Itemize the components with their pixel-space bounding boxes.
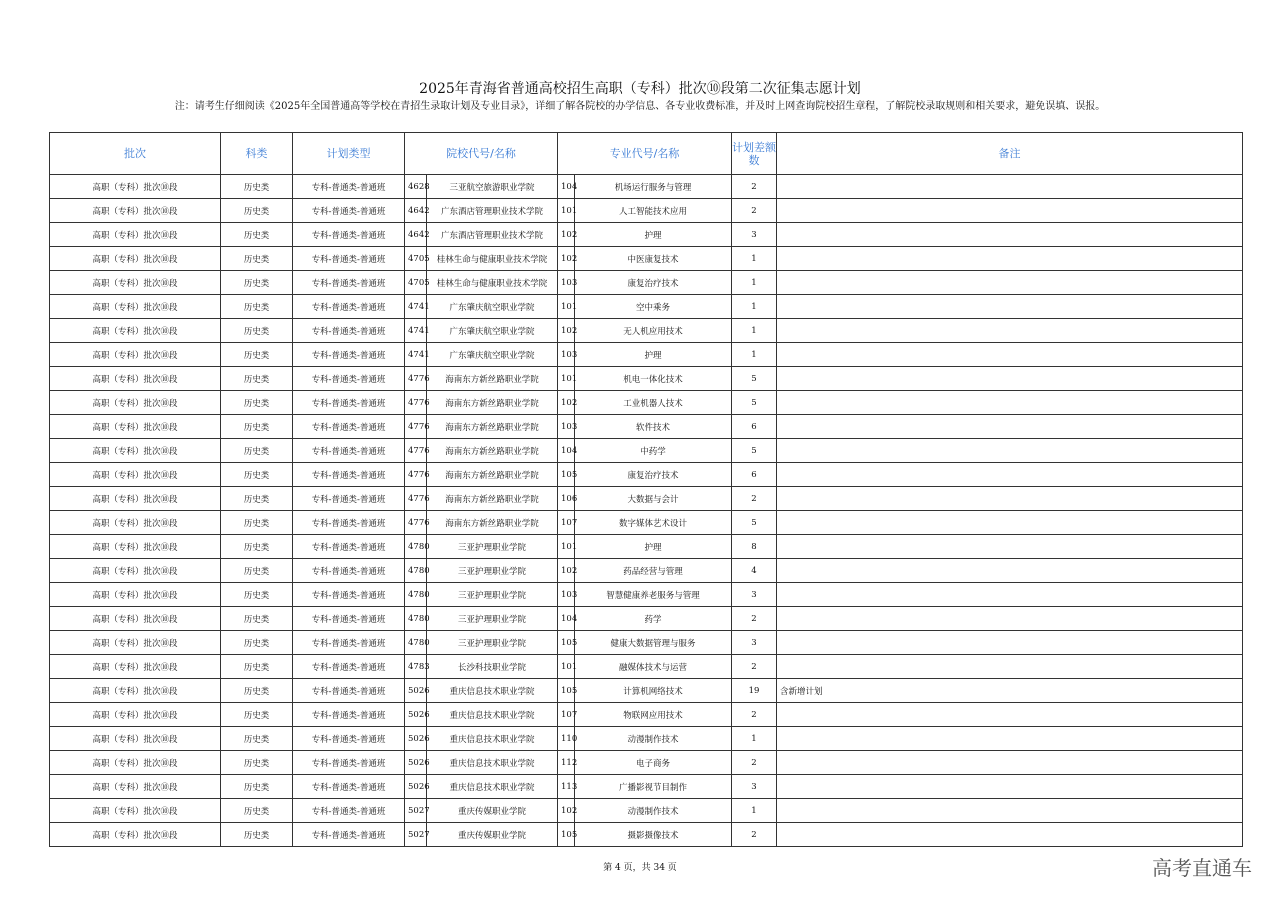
- table-row: [50, 367, 1243, 391]
- cell-major-name: 软件技术: [575, 415, 732, 439]
- cell-plan-type: 专科-普通类-普通班: [293, 391, 405, 415]
- cell-quota: 6: [732, 415, 777, 439]
- cell-remark: [777, 751, 1243, 775]
- cell-major-code: 102: [558, 559, 575, 583]
- cell-batch: 高职（专科）批次⑩段: [50, 247, 221, 271]
- cell-major-code: 102: [558, 247, 575, 271]
- cell-quota: 6: [732, 463, 777, 487]
- cell-school-name: 海南东方新丝路职业学院: [427, 439, 558, 463]
- cell-major-code: 105: [558, 823, 575, 847]
- table-row: [50, 319, 1243, 343]
- cell-plan-type: 专科-普通类-普通班: [293, 175, 405, 199]
- cell-plan-type: 专科-普通类-普通班: [293, 559, 405, 583]
- cell-school-code: 4741: [405, 343, 427, 367]
- cell-major-code: 113: [558, 775, 575, 799]
- cell-school-name: 三亚护理职业学院: [427, 583, 558, 607]
- cell-school-code: 4776: [405, 511, 427, 535]
- cell-batch: 高职（专科）批次⑩段: [50, 511, 221, 535]
- cell-school-name: 海南东方新丝路职业学院: [427, 367, 558, 391]
- cell-school-code: 5026: [405, 679, 427, 703]
- cell-quota: 3: [732, 631, 777, 655]
- cell-quota: 5: [732, 511, 777, 535]
- cell-plan-type: 专科-普通类-普通班: [293, 799, 405, 823]
- cell-plan-type: 专科-普通类-普通班: [293, 271, 405, 295]
- cell-school-code: 4780: [405, 607, 427, 631]
- plan-table: [49, 132, 1243, 847]
- table-row: [50, 703, 1243, 727]
- cell-remark: [777, 607, 1243, 631]
- cell-remark: [777, 199, 1243, 223]
- cell-plan-type: 专科-普通类-普通班: [293, 415, 405, 439]
- cell-subject: 历史类: [221, 703, 293, 727]
- header-quota: 计划差额数: [732, 133, 777, 175]
- cell-major-code: 101: [558, 199, 575, 223]
- table-row: [50, 631, 1243, 655]
- cell-batch: 高职（专科）批次⑩段: [50, 607, 221, 631]
- cell-remark: [777, 367, 1243, 391]
- cell-subject: 历史类: [221, 583, 293, 607]
- cell-plan-type: 专科-普通类-普通班: [293, 343, 405, 367]
- cell-school-code: 5026: [405, 751, 427, 775]
- cell-quota: 1: [732, 343, 777, 367]
- header-school: 院校代号/名称: [405, 133, 558, 175]
- cell-major-name: 康复治疗技术: [575, 463, 732, 487]
- cell-school-name: 重庆信息技术职业学院: [427, 775, 558, 799]
- cell-quota: 2: [732, 487, 777, 511]
- cell-major-name: 药品经营与管理: [575, 559, 732, 583]
- cell-major-code: 107: [558, 511, 575, 535]
- cell-subject: 历史类: [221, 631, 293, 655]
- table-row: [50, 775, 1243, 799]
- cell-remark: [777, 559, 1243, 583]
- cell-school-name: 三亚护理职业学院: [427, 607, 558, 631]
- table-row: [50, 727, 1243, 751]
- cell-major-code: 105: [558, 631, 575, 655]
- cell-major-code: 104: [558, 175, 575, 199]
- cell-batch: 高职（专科）批次⑩段: [50, 535, 221, 559]
- cell-school-name: 重庆信息技术职业学院: [427, 727, 558, 751]
- cell-major-code: 110: [558, 727, 575, 751]
- cell-batch: 高职（专科）批次⑩段: [50, 343, 221, 367]
- cell-school-code: 4780: [405, 559, 427, 583]
- cell-remark: [777, 439, 1243, 463]
- notice-text: 注：请考生仔细阅读《2025年全国普通高等学校在青招生录取计划及专业目录》，详细了解各院校的办学信息、各专业收费标准，并及时上网查询院校招生章程，了解院校录取规则和相关要求，避免误填、误报。: [174, 101, 1106, 112]
- cell-batch: 高职（专科）批次⑩段: [50, 367, 221, 391]
- cell-remark: [777, 655, 1243, 679]
- cell-subject: 历史类: [221, 223, 293, 247]
- cell-school-code: 4705: [405, 247, 427, 271]
- cell-batch: 高职（专科）批次⑩段: [50, 679, 221, 703]
- cell-school-name: 海南东方新丝路职业学院: [427, 415, 558, 439]
- cell-school-code: 5027: [405, 799, 427, 823]
- cell-batch: 高职（专科）批次⑩段: [50, 799, 221, 823]
- table-row: [50, 487, 1243, 511]
- cell-school-name: 桂林生命与健康职业技术学院: [427, 271, 558, 295]
- table-row: [50, 271, 1243, 295]
- cell-remark: [777, 511, 1243, 535]
- cell-batch: 高职（专科）批次⑩段: [50, 751, 221, 775]
- page-footer: 第 4 页，共 34 页: [603, 863, 677, 873]
- cell-major-name: 中药学: [575, 439, 732, 463]
- cell-school-name: 三亚护理职业学院: [427, 559, 558, 583]
- cell-subject: 历史类: [221, 319, 293, 343]
- cell-school-code: 4642: [405, 199, 427, 223]
- cell-remark: [777, 415, 1243, 439]
- cell-plan-type: 专科-普通类-普通班: [293, 607, 405, 631]
- cell-batch: 高职（专科）批次⑩段: [50, 415, 221, 439]
- cell-school-name: 广东酒店管理职业技术学院: [427, 199, 558, 223]
- cell-batch: 高职（专科）批次⑩段: [50, 703, 221, 727]
- header-row: [50, 133, 1243, 175]
- cell-plan-type: 专科-普通类-普通班: [293, 775, 405, 799]
- cell-major-code: 112: [558, 751, 575, 775]
- cell-plan-type: 专科-普通类-普通班: [293, 223, 405, 247]
- cell-major-code: 106: [558, 487, 575, 511]
- cell-major-name: 物联网应用技术: [575, 703, 732, 727]
- cell-major-name: 空中乘务: [575, 295, 732, 319]
- cell-major-name: 数字媒体艺术设计: [575, 511, 732, 535]
- cell-major-name: 护理: [575, 223, 732, 247]
- cell-major-name: 健康大数据管理与服务: [575, 631, 732, 655]
- cell-subject: 历史类: [221, 415, 293, 439]
- cell-batch: 高职（专科）批次⑩段: [50, 295, 221, 319]
- cell-school-name: 三亚护理职业学院: [427, 535, 558, 559]
- cell-subject: 历史类: [221, 655, 293, 679]
- cell-subject: 历史类: [221, 367, 293, 391]
- cell-subject: 历史类: [221, 679, 293, 703]
- cell-major-name: 广播影视节目制作: [575, 775, 732, 799]
- cell-batch: 高职（专科）批次⑩段: [50, 631, 221, 655]
- cell-plan-type: 专科-普通类-普通班: [293, 319, 405, 343]
- table-row: [50, 439, 1243, 463]
- table-row: [50, 343, 1243, 367]
- cell-remark: [777, 343, 1243, 367]
- cell-plan-type: 专科-普通类-普通班: [293, 751, 405, 775]
- cell-quota: 2: [732, 703, 777, 727]
- cell-school-code: 5026: [405, 703, 427, 727]
- cell-remark: [777, 175, 1243, 199]
- cell-quota: 2: [732, 751, 777, 775]
- cell-plan-type: 专科-普通类-普通班: [293, 535, 405, 559]
- cell-remark: [777, 391, 1243, 415]
- table-body: [50, 175, 1243, 847]
- cell-quota: 2: [732, 655, 777, 679]
- cell-quota: 3: [732, 583, 777, 607]
- cell-subject: 历史类: [221, 463, 293, 487]
- cell-quota: 5: [732, 391, 777, 415]
- cell-remark: [777, 295, 1243, 319]
- table-row: [50, 511, 1243, 535]
- cell-major-name: 计算机网络技术: [575, 679, 732, 703]
- cell-school-name: 广东肇庆航空职业学院: [427, 319, 558, 343]
- cell-plan-type: 专科-普通类-普通班: [293, 367, 405, 391]
- table-row: [50, 175, 1243, 199]
- cell-batch: 高职（专科）批次⑩段: [50, 271, 221, 295]
- cell-subject: 历史类: [221, 271, 293, 295]
- cell-major-name: 工业机器人技术: [575, 391, 732, 415]
- cell-school-code: 4780: [405, 583, 427, 607]
- cell-quota: 1: [732, 295, 777, 319]
- cell-remark: [777, 583, 1243, 607]
- header-subject: 科类: [221, 133, 293, 175]
- cell-batch: 高职（专科）批次⑩段: [50, 823, 221, 847]
- cell-batch: 高职（专科）批次⑩段: [50, 583, 221, 607]
- cell-major-name: 电子商务: [575, 751, 732, 775]
- cell-major-code: 104: [558, 607, 575, 631]
- cell-school-name: 广东肇庆航空职业学院: [427, 343, 558, 367]
- table-row: [50, 679, 1243, 703]
- cell-plan-type: 专科-普通类-普通班: [293, 487, 405, 511]
- cell-remark: [777, 247, 1243, 271]
- cell-batch: 高职（专科）批次⑩段: [50, 175, 221, 199]
- cell-school-code: 4776: [405, 367, 427, 391]
- cell-school-code: 5026: [405, 775, 427, 799]
- cell-school-code: 4776: [405, 415, 427, 439]
- cell-major-code: 101: [558, 655, 575, 679]
- cell-plan-type: 专科-普通类-普通班: [293, 247, 405, 271]
- cell-major-code: 103: [558, 415, 575, 439]
- cell-school-code: 4783: [405, 655, 427, 679]
- cell-school-name: 海南东方新丝路职业学院: [427, 391, 558, 415]
- header-plan-type: 计划类型: [293, 133, 405, 175]
- table-row: [50, 535, 1243, 559]
- cell-plan-type: 专科-普通类-普通班: [293, 463, 405, 487]
- cell-subject: 历史类: [221, 391, 293, 415]
- cell-school-name: 重庆传媒职业学院: [427, 823, 558, 847]
- cell-quota: 1: [732, 799, 777, 823]
- cell-quota: 5: [732, 439, 777, 463]
- cell-quota: 5: [732, 367, 777, 391]
- cell-quota: 1: [732, 247, 777, 271]
- cell-plan-type: 专科-普通类-普通班: [293, 295, 405, 319]
- cell-major-name: 摄影摄像技术: [575, 823, 732, 847]
- cell-school-name: 海南东方新丝路职业学院: [427, 463, 558, 487]
- cell-remark: [777, 271, 1243, 295]
- cell-subject: 历史类: [221, 751, 293, 775]
- table-row: [50, 463, 1243, 487]
- cell-major-code: 103: [558, 271, 575, 295]
- table-row: [50, 655, 1243, 679]
- cell-major-code: 101: [558, 295, 575, 319]
- table-row: [50, 223, 1243, 247]
- cell-remark: [777, 487, 1243, 511]
- cell-major-code: 102: [558, 391, 575, 415]
- cell-quota: 3: [732, 775, 777, 799]
- cell-school-name: 广东肇庆航空职业学院: [427, 295, 558, 319]
- cell-batch: 高职（专科）批次⑩段: [50, 319, 221, 343]
- cell-remark: [777, 799, 1243, 823]
- table-row: [50, 607, 1243, 631]
- cell-subject: 历史类: [221, 439, 293, 463]
- cell-school-code: 4776: [405, 463, 427, 487]
- cell-remark: [777, 823, 1243, 847]
- cell-major-name: 人工智能技术应用: [575, 199, 732, 223]
- cell-school-name: 重庆信息技术职业学院: [427, 703, 558, 727]
- cell-school-name: 重庆传媒职业学院: [427, 799, 558, 823]
- cell-major-name: 中医康复技术: [575, 247, 732, 271]
- cell-major-code: 101: [558, 535, 575, 559]
- cell-subject: 历史类: [221, 199, 293, 223]
- cell-school-code: 4780: [405, 535, 427, 559]
- cell-quota: 1: [732, 271, 777, 295]
- cell-school-name: 重庆信息技术职业学院: [427, 751, 558, 775]
- cell-major-code: 101: [558, 367, 575, 391]
- cell-school-code: 4780: [405, 631, 427, 655]
- header-batch: 批次: [50, 133, 221, 175]
- cell-school-name: 桂林生命与健康职业技术学院: [427, 247, 558, 271]
- cell-subject: 历史类: [221, 775, 293, 799]
- cell-remark: [777, 631, 1243, 655]
- cell-major-code: 105: [558, 679, 575, 703]
- cell-subject: 历史类: [221, 799, 293, 823]
- cell-subject: 历史类: [221, 343, 293, 367]
- cell-plan-type: 专科-普通类-普通班: [293, 199, 405, 223]
- table-row: [50, 823, 1243, 847]
- cell-batch: 高职（专科）批次⑩段: [50, 463, 221, 487]
- cell-school-name: 长沙科技职业学院: [427, 655, 558, 679]
- cell-remark: [777, 703, 1243, 727]
- table-row: [50, 799, 1243, 823]
- cell-batch: 高职（专科）批次⑩段: [50, 223, 221, 247]
- table-row: [50, 199, 1243, 223]
- cell-plan-type: 专科-普通类-普通班: [293, 727, 405, 751]
- cell-batch: 高职（专科）批次⑩段: [50, 199, 221, 223]
- cell-major-code: 103: [558, 343, 575, 367]
- cell-quota: 2: [732, 199, 777, 223]
- cell-school-name: 广东酒店管理职业技术学院: [427, 223, 558, 247]
- cell-remark: [777, 319, 1243, 343]
- cell-plan-type: 专科-普通类-普通班: [293, 439, 405, 463]
- cell-school-code: 4642: [405, 223, 427, 247]
- cell-school-code: 4741: [405, 295, 427, 319]
- cell-school-code: 4776: [405, 391, 427, 415]
- cell-remark: [777, 727, 1243, 751]
- cell-subject: 历史类: [221, 559, 293, 583]
- cell-subject: 历史类: [221, 511, 293, 535]
- header-major: 专业代号/名称: [558, 133, 732, 175]
- cell-major-name: 机电一体化技术: [575, 367, 732, 391]
- cell-major-name: 无人机应用技术: [575, 319, 732, 343]
- cell-batch: 高职（专科）批次⑩段: [50, 391, 221, 415]
- cell-remark: [777, 535, 1243, 559]
- cell-major-code: 102: [558, 799, 575, 823]
- cell-school-code: 4776: [405, 487, 427, 511]
- cell-school-name: 三亚护理职业学院: [427, 631, 558, 655]
- cell-subject: 历史类: [221, 175, 293, 199]
- cell-batch: 高职（专科）批次⑩段: [50, 559, 221, 583]
- cell-batch: 高职（专科）批次⑩段: [50, 655, 221, 679]
- cell-batch: 高职（专科）批次⑩段: [50, 439, 221, 463]
- cell-major-name: 大数据与会计: [575, 487, 732, 511]
- cell-major-name: 动漫制作技术: [575, 727, 732, 751]
- cell-remark: [777, 775, 1243, 799]
- cell-school-code: 5027: [405, 823, 427, 847]
- cell-major-code: 102: [558, 223, 575, 247]
- cell-plan-type: 专科-普通类-普通班: [293, 655, 405, 679]
- table-row: [50, 559, 1243, 583]
- cell-major-name: 融媒体技术与运营: [575, 655, 732, 679]
- cell-plan-type: 专科-普通类-普通班: [293, 583, 405, 607]
- cell-school-name: 三亚航空旅游职业学院: [427, 175, 558, 199]
- cell-plan-type: 专科-普通类-普通班: [293, 631, 405, 655]
- cell-subject: 历史类: [221, 295, 293, 319]
- cell-remark: [777, 463, 1243, 487]
- table-row: [50, 247, 1243, 271]
- cell-quota: 2: [732, 823, 777, 847]
- cell-school-name: 重庆信息技术职业学院: [427, 679, 558, 703]
- table-row: [50, 751, 1243, 775]
- cell-major-name: 动漫制作技术: [575, 799, 732, 823]
- cell-plan-type: 专科-普通类-普通班: [293, 823, 405, 847]
- cell-major-code: 102: [558, 319, 575, 343]
- cell-school-code: 4628: [405, 175, 427, 199]
- table-row: [50, 415, 1243, 439]
- table-row: [50, 295, 1243, 319]
- cell-plan-type: 专科-普通类-普通班: [293, 679, 405, 703]
- cell-major-name: 药学: [575, 607, 732, 631]
- cell-major-code: 105: [558, 463, 575, 487]
- cell-school-name: 海南东方新丝路职业学院: [427, 487, 558, 511]
- header-remark: 备注: [777, 133, 1243, 175]
- cell-major-code: 107: [558, 703, 575, 727]
- cell-major-name: 护理: [575, 535, 732, 559]
- cell-quota: 1: [732, 319, 777, 343]
- page-title: 2025年青海省普通高校招生高职（专科）批次⑩段第二次征集志愿计划: [419, 81, 861, 97]
- cell-subject: 历史类: [221, 823, 293, 847]
- cell-school-code: 4776: [405, 439, 427, 463]
- cell-plan-type: 专科-普通类-普通班: [293, 511, 405, 535]
- table-row: [50, 583, 1243, 607]
- cell-quota: 2: [732, 607, 777, 631]
- cell-quota: 19: [732, 679, 777, 703]
- cell-quota: 2: [732, 175, 777, 199]
- cell-quota: 3: [732, 223, 777, 247]
- cell-subject: 历史类: [221, 535, 293, 559]
- cell-school-code: 5026: [405, 727, 427, 751]
- cell-subject: 历史类: [221, 487, 293, 511]
- cell-remark: [777, 223, 1243, 247]
- table-row: [50, 391, 1243, 415]
- cell-school-code: 4741: [405, 319, 427, 343]
- cell-quota: 1: [732, 727, 777, 751]
- cell-school-code: 4705: [405, 271, 427, 295]
- cell-subject: 历史类: [221, 607, 293, 631]
- cell-batch: 高职（专科）批次⑩段: [50, 487, 221, 511]
- cell-major-name: 机场运行服务与管理: [575, 175, 732, 199]
- cell-quota: 4: [732, 559, 777, 583]
- cell-batch: 高职（专科）批次⑩段: [50, 775, 221, 799]
- cell-remark: 含新增计划: [777, 679, 1243, 703]
- cell-subject: 历史类: [221, 727, 293, 751]
- watermark: 高考直通车: [1152, 856, 1252, 880]
- cell-batch: 高职（专科）批次⑩段: [50, 727, 221, 751]
- cell-plan-type: 专科-普通类-普通班: [293, 703, 405, 727]
- cell-subject: 历史类: [221, 247, 293, 271]
- cell-major-name: 智慧健康养老服务与管理: [575, 583, 732, 607]
- cell-major-name: 康复治疗技术: [575, 271, 732, 295]
- cell-quota: 8: [732, 535, 777, 559]
- cell-major-name: 护理: [575, 343, 732, 367]
- cell-major-code: 103: [558, 583, 575, 607]
- cell-school-name: 海南东方新丝路职业学院: [427, 511, 558, 535]
- cell-major-code: 104: [558, 439, 575, 463]
